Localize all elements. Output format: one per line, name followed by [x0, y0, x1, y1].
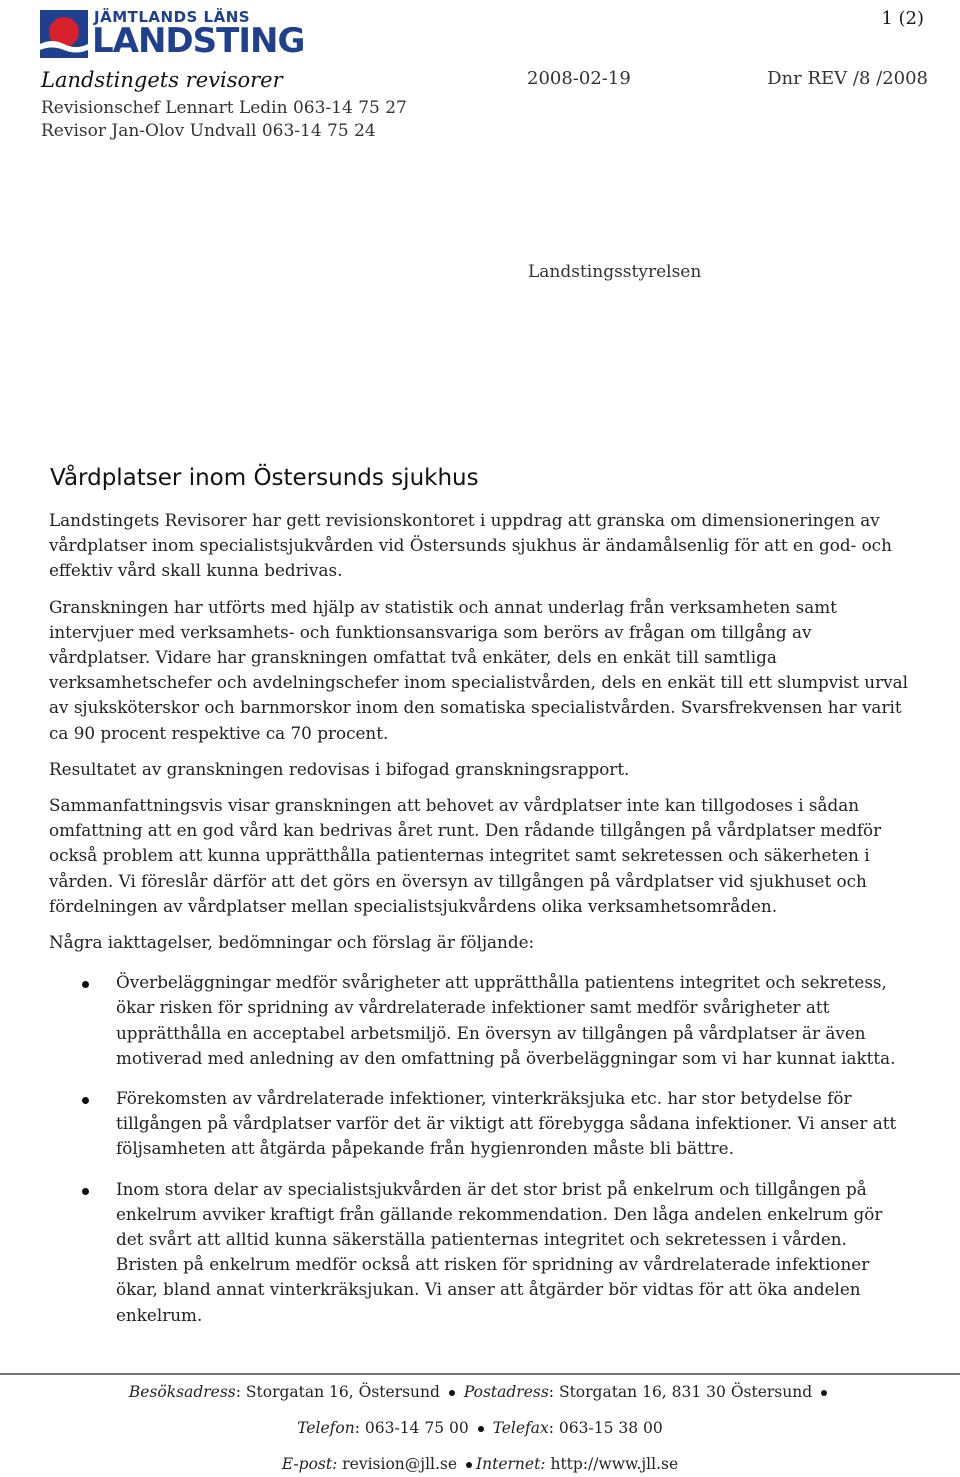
visit-address-label: Besöksadress: [128, 1383, 236, 1401]
footer-address-line: [0, 1383, 960, 1401]
list-item: [49, 1177, 914, 1328]
contact-line: Revisor Jan-Olov Undvall 063-14 75 24: [41, 121, 376, 141]
list-item-text: Förekomsten av vårdrelaterade infektioner, vinterkräksjuka etc. har stor betydelse för tillgången på vårdplatser varför det är viktigt att förebygga sådana infektioner. Vi anser att följsamheten att åtgärda påpekande från hygienronden måste bli bättre.: [116, 1088, 897, 1159]
paragraph: Några iakttagelser, bedömningar och förslag är följande:: [49, 932, 535, 953]
list-item-text: Överbeläggningar medför svårigheter att upprätthålla patientens integritet och sekretess, ökar risken för spridning av vårdrelaterade infektioner samt medför svårigheter att upprätthålla en acceptabel arbetsmiljö. En översyn av tillgången på vårdplatser är även motiverad med anledning av den omfattning på överbeläggningar som vi har kunnat iaktta.: [116, 972, 896, 1068]
visit-address-value: : Storgatan 16, Östersund: [235, 1383, 440, 1401]
document-date: 2008-02-19: [527, 68, 631, 89]
list-item: [49, 1086, 914, 1162]
county-council-logo-icon: [40, 10, 88, 58]
separator-dot-icon: [449, 1390, 455, 1396]
footer-divider: [0, 1373, 960, 1375]
recipient: Landstingsstyrelsen: [528, 262, 702, 282]
logo-emblem-svg: [40, 10, 88, 58]
internet-label: Internet:: [476, 1455, 546, 1473]
bullet-dot-icon: [82, 1188, 89, 1195]
paragraph: Sammanfattningsvis visar granskningen att behovet av vårdplatser inte kan tillgodoses i sådan omfattning att en god vård kan bedrivas året runt. Den rådande tillgången på vårdplatser medför också problem att kunna upprätthålla patienternas integritet samt sekretessen och säkerheten i vården. Vi föreslår därför att det görs en översyn av tillgången på vårdplatser vid sjukhuset och fördelningen av vårdplatser mellan specialistsjukvårdens olika verksamhetsområden.: [49, 795, 882, 916]
document-body: [49, 508, 914, 1343]
postal-address-value: : Storgatan 16, 831 30 Östersund: [548, 1383, 813, 1401]
list-item-text: Inom stora delar av specialistsjukvården är det stor brist på enkelrum och tillgången på enkelrum avviker kraftigt från gällande rekommendation. Den låga andelen enkelrum gör det svårt att alltid kunna säkerställa patienternas integritet och sekretessen i vården. Bristen på enkelrum medför också att risken för spridning av vårdrelaterade infektioner ökar, bland annat vinterkräksjukan. Vi anser att åtgärder bör vidtas för att öka andelen enkelrum.: [116, 1178, 883, 1325]
footer-phone-line: [0, 1419, 960, 1437]
jamtland-landsting-logo: [40, 8, 312, 60]
website-link[interactable]: http://www.jll.se: [545, 1455, 679, 1473]
list-item: [49, 970, 914, 1071]
email-label: E-post:: [281, 1455, 338, 1473]
document-title: Vårdplatser inom Östersunds sjukhus: [50, 465, 479, 491]
page-number: 1 (2): [881, 8, 924, 29]
phone-label: Telefon: [297, 1419, 355, 1437]
logo-top-text: JÄMTLANDS LÄNS: [94, 8, 251, 26]
separator-dot-icon: [478, 1426, 484, 1432]
email-link[interactable]: revision@jll.se: [337, 1455, 458, 1473]
separator-dot-icon: [821, 1390, 827, 1396]
document-reference-number: Dnr REV /8 /2008: [767, 68, 928, 89]
bullet-dot-icon: [82, 1097, 89, 1104]
fax-label: Telefax: [492, 1419, 549, 1437]
paragraph: Granskningen har utförts med hjälp av statistik och annat underlag från verksamheten samt intervjuer med verksamhets- och funktionsansvariga som berörs av frågan om tillgång av vårdplatser. Vidare har granskningen omfattat två enkäter, dels en enkät till samtliga verksamhetschefer och avdelningschefer inom specialistvården, dels en enkät till ett slumpvist urval av sjuksköterskor och barnmorskor inom den somatiska specialistvården. Svarsfrekvensen har varit ca 90 procent respektive ca 70 procent.: [49, 596, 908, 743]
paragraph: Resultatet av granskningen redovisas i bifogad granskningsrapport.: [49, 758, 630, 779]
bullet-dot-icon: [82, 981, 89, 988]
phone-value: : 063-14 75 00: [354, 1419, 469, 1437]
findings-list: [49, 970, 914, 1328]
logo-main-text: LANDSTING: [92, 21, 305, 61]
fax-value: : 063-15 38 00: [548, 1419, 663, 1437]
footer-web-line: [0, 1455, 960, 1473]
organization-name: Landstingets revisorer: [41, 68, 283, 92]
postal-address-label: Postadress: [463, 1383, 549, 1401]
contact-line: Revisionschef Lennart Ledin 063-14 75 27: [41, 98, 407, 118]
paragraph: Landstingets Revisorer har gett revisionskontoret i uppdrag att granska om dimensioneringen av vårdplatser inom specialistsjukvården vid Östersunds sjukhus är ändamålsenlig för att en god- och effektiv vård skall kunna bedrivas.: [49, 510, 892, 581]
separator-dot-icon: [466, 1462, 472, 1468]
